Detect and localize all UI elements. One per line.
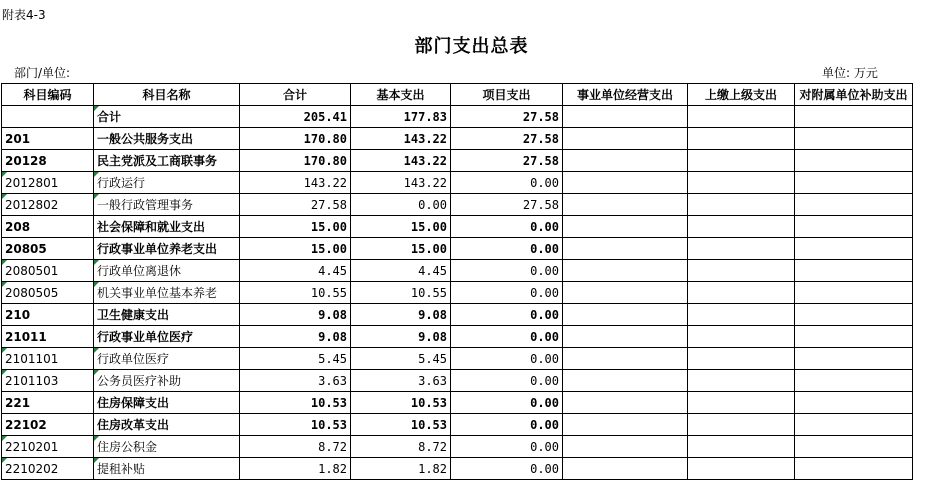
operating-cell[interactable] [563,172,688,194]
operating-cell[interactable] [563,436,688,458]
name-cell[interactable]: 社会保障和就业支出 [94,216,240,238]
name-cell[interactable]: 行政单位医疗 [94,348,240,370]
subsidy-cell[interactable] [795,150,913,172]
name-cell[interactable]: 行政事业单位医疗 [94,326,240,348]
name-cell[interactable]: 行政运行 [94,172,240,194]
subsidy-cell[interactable] [795,326,913,348]
basic-cell[interactable]: 10.55 [351,282,451,304]
table-row [2,106,913,128]
operating-cell[interactable] [563,194,688,216]
code-cell[interactable]: 201 [2,128,94,150]
project-cell[interactable]: 0.00 [451,414,563,436]
project-cell[interactable]: 27.58 [451,194,563,216]
table-row [2,370,913,392]
table-row [2,172,913,194]
basic-cell[interactable]: 15.00 [351,238,451,260]
code-cell[interactable]: 2210201 [2,436,94,458]
remit-cell[interactable] [688,392,795,414]
remit-cell[interactable] [688,348,795,370]
col-header-name[interactable]: 科目名称 [94,84,240,106]
remit-cell[interactable] [688,260,795,282]
basic-cell[interactable]: 3.63 [351,370,451,392]
code-cell[interactable]: 210 [2,304,94,326]
table-row [2,216,913,238]
remit-cell[interactable] [688,414,795,436]
table-row [2,194,913,216]
cell-flag-icon [2,194,7,199]
remit-cell[interactable] [688,458,795,480]
total-cell[interactable]: 10.53 [240,392,351,414]
basic-cell[interactable]: 15.00 [351,216,451,238]
total-cell[interactable]: 9.08 [240,304,351,326]
name-cell[interactable]: 行政事业单位养老支出 [94,238,240,260]
expenditure-table [1,83,913,480]
project-cell[interactable]: 0.00 [451,216,563,238]
operating-cell[interactable] [563,216,688,238]
code-cell[interactable] [2,106,94,128]
subsidy-cell[interactable] [795,172,913,194]
cell-flag-icon [94,282,99,287]
operating-cell[interactable] [563,238,688,260]
cell-flag-icon [2,370,7,375]
remit-cell[interactable] [688,238,795,260]
operating-cell[interactable] [563,392,688,414]
basic-cell[interactable]: 8.72 [351,436,451,458]
code-cell[interactable]: 2080501 [2,260,94,282]
basic-cell[interactable]: 177.83 [351,106,451,128]
project-cell[interactable]: 0.00 [451,260,563,282]
table-row [2,150,913,172]
cell-flag-icon [94,436,99,441]
basic-cell[interactable]: 10.53 [351,392,451,414]
basic-cell[interactable]: 0.00 [351,194,451,216]
operating-cell[interactable] [563,414,688,436]
subsidy-cell[interactable] [795,458,913,480]
col-header-code[interactable]: 科目编码 [2,84,94,106]
remit-cell[interactable] [688,282,795,304]
name-cell[interactable]: 公务员医疗补助 [94,370,240,392]
cell-flag-icon [2,458,7,463]
remit-cell[interactable] [688,150,795,172]
total-cell[interactable]: 1.82 [240,458,351,480]
remit-cell[interactable] [688,216,795,238]
col-header-basic[interactable]: 基本支出 [351,84,451,106]
total-cell[interactable]: 170.80 [240,128,351,150]
operating-cell[interactable] [563,106,688,128]
total-cell[interactable]: 9.08 [240,326,351,348]
subsidy-cell[interactable] [795,106,913,128]
operating-cell[interactable] [563,458,688,480]
project-cell[interactable]: 0.00 [451,348,563,370]
table-row [2,128,913,150]
table-row [2,282,913,304]
project-cell[interactable]: 0.00 [451,326,563,348]
name-cell[interactable]: 住房保障支出 [94,392,240,414]
subsidy-cell[interactable] [795,348,913,370]
page-title: 部门支出总表 [414,36,529,57]
cell-flag-icon [2,282,7,287]
name-cell[interactable]: 合计 [94,106,240,128]
project-cell[interactable]: 0.00 [451,238,563,260]
table-row [2,326,913,348]
total-cell[interactable]: 205.41 [240,106,351,128]
code-cell[interactable]: 221 [2,392,94,414]
cell-flag-icon [2,172,7,177]
remit-cell[interactable] [688,128,795,150]
table-row [2,414,913,436]
name-cell[interactable]: 民主党派及工商联事务 [94,150,240,172]
cell-flag-icon [94,106,99,111]
table-row [2,260,913,282]
table-row [2,348,913,370]
basic-cell[interactable]: 1.82 [351,458,451,480]
col-header-remit[interactable]: 上缴上级支出 [688,84,795,106]
project-cell[interactable]: 0.00 [451,370,563,392]
subsidy-cell[interactable] [795,370,913,392]
code-cell[interactable]: 2101101 [2,348,94,370]
basic-cell[interactable]: 143.22 [351,172,451,194]
name-cell[interactable]: 机关事业单位基本养老 [94,282,240,304]
remit-cell[interactable] [688,194,795,216]
total-cell[interactable]: 170.80 [240,150,351,172]
cell-flag-icon [94,458,99,463]
total-cell[interactable]: 15.00 [240,216,351,238]
col-header-total[interactable]: 合计 [240,84,351,106]
cell-flag-icon [2,348,7,353]
table-row [2,458,913,480]
subsidy-cell[interactable] [795,304,913,326]
table-header-row [2,84,913,106]
total-cell[interactable]: 10.53 [240,414,351,436]
table-row [2,238,913,260]
project-cell[interactable]: 0.00 [451,172,563,194]
basic-cell[interactable]: 5.45 [351,348,451,370]
operating-cell[interactable] [563,128,688,150]
total-cell[interactable]: 10.55 [240,282,351,304]
total-cell[interactable]: 15.00 [240,238,351,260]
table-tag: 附表4-3 [2,8,46,22]
subsidy-cell[interactable] [795,282,913,304]
code-cell[interactable]: 2101103 [2,370,94,392]
name-cell[interactable]: 一般行政管理事务 [94,194,240,216]
code-cell[interactable]: 21011 [2,326,94,348]
project-cell[interactable]: 0.00 [451,392,563,414]
name-cell[interactable]: 住房公积金 [94,436,240,458]
operating-cell[interactable] [563,282,688,304]
remit-cell[interactable] [688,370,795,392]
cell-flag-icon [2,260,7,265]
subsidy-cell[interactable] [795,392,913,414]
basic-cell[interactable]: 143.22 [351,150,451,172]
remit-cell[interactable] [688,172,795,194]
code-cell[interactable]: 2210202 [2,458,94,480]
project-cell[interactable]: 27.58 [451,150,563,172]
remit-cell[interactable] [688,326,795,348]
code-cell[interactable]: 2080505 [2,282,94,304]
name-cell[interactable]: 提租补贴 [94,458,240,480]
total-cell[interactable]: 3.63 [240,370,351,392]
project-cell[interactable]: 0.00 [451,304,563,326]
cell-flag-icon [94,370,99,375]
code-cell[interactable]: 208 [2,216,94,238]
subsidy-cell[interactable] [795,216,913,238]
remit-cell[interactable] [688,106,795,128]
total-cell[interactable]: 4.45 [240,260,351,282]
code-cell[interactable]: 22102 [2,414,94,436]
operating-cell[interactable] [563,260,688,282]
cell-flag-icon [94,194,99,199]
operating-cell[interactable] [563,326,688,348]
project-cell[interactable]: 0.00 [451,436,563,458]
project-cell[interactable]: 27.58 [451,106,563,128]
project-cell[interactable]: 0.00 [451,458,563,480]
remit-cell[interactable] [688,436,795,458]
subsidy-cell[interactable] [795,414,913,436]
department-label: 部门/单位: [14,66,71,80]
project-cell[interactable]: 27.58 [451,128,563,150]
col-header-operating[interactable]: 事业单位经营支出 [563,84,688,106]
basic-cell[interactable]: 4.45 [351,260,451,282]
operating-cell[interactable] [563,304,688,326]
unit-label: 单位: 万元 [822,66,878,80]
name-cell[interactable]: 卫生健康支出 [94,304,240,326]
basic-cell[interactable]: 9.08 [351,326,451,348]
subsidy-cell[interactable] [795,238,913,260]
basic-cell[interactable]: 9.08 [351,304,451,326]
project-cell[interactable]: 0.00 [451,282,563,304]
total-cell[interactable]: 27.58 [240,194,351,216]
cell-flag-icon [94,172,99,177]
total-cell[interactable]: 143.22 [240,172,351,194]
basic-cell[interactable]: 143.22 [351,128,451,150]
col-header-subsidy[interactable]: 对附属单位补助支出 [795,84,913,106]
code-cell[interactable]: 2012802 [2,194,94,216]
subsidy-cell[interactable] [795,128,913,150]
table-row [2,436,913,458]
remit-cell[interactable] [688,304,795,326]
operating-cell[interactable] [563,370,688,392]
code-cell[interactable]: 2012801 [2,172,94,194]
basic-cell[interactable]: 10.53 [351,414,451,436]
name-cell[interactable]: 行政单位离退休 [94,260,240,282]
name-cell[interactable]: 一般公共服务支出 [94,128,240,150]
operating-cell[interactable] [563,348,688,370]
col-header-project[interactable]: 项目支出 [451,84,563,106]
operating-cell[interactable] [563,150,688,172]
cell-flag-icon [2,436,7,441]
subsidy-cell[interactable] [795,194,913,216]
table-row [2,304,913,326]
total-cell[interactable]: 8.72 [240,436,351,458]
code-cell[interactable]: 20805 [2,238,94,260]
cell-flag-icon [94,348,99,353]
subsidy-cell[interactable] [795,436,913,458]
subsidy-cell[interactable] [795,260,913,282]
name-cell[interactable]: 住房改革支出 [94,414,240,436]
cell-flag-icon [94,260,99,265]
table-row [2,392,913,414]
code-cell[interactable]: 20128 [2,150,94,172]
total-cell[interactable]: 5.45 [240,348,351,370]
